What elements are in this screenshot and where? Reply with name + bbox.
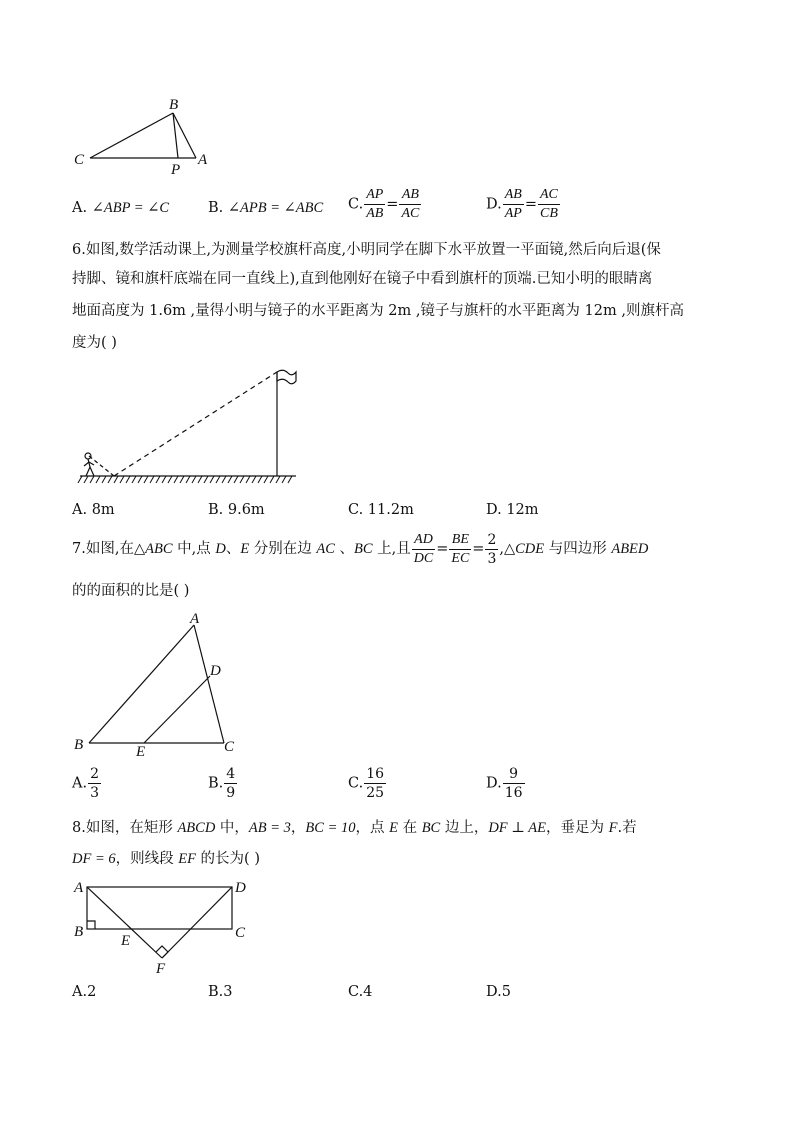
label-A: A bbox=[74, 880, 84, 896]
label-P: P bbox=[171, 162, 181, 178]
q6-option-d: D. 12m bbox=[486, 502, 539, 518]
label-B: B bbox=[169, 97, 179, 113]
label-B: B bbox=[74, 737, 84, 753]
q6-option-a: A. 8m bbox=[72, 502, 115, 518]
q6-option-b: B. 9.6m bbox=[208, 502, 265, 518]
label-F: F bbox=[156, 961, 166, 977]
q7-option-c: C. $\frac{16}{25}$ bbox=[348, 766, 385, 801]
label-D: D bbox=[210, 663, 221, 679]
q8-text-line2: DF = 6，则线段 EF 的长为( ) bbox=[72, 851, 260, 867]
q8-option-d: D.5 bbox=[486, 984, 511, 1000]
q7-text-line2: 的的面积的比是( ) bbox=[72, 583, 190, 599]
q5-option-b-expr: ∠APB = ∠ABC bbox=[227, 200, 324, 216]
q7-option-b: B. $\frac{4}{9}$ bbox=[208, 766, 236, 801]
q6-text-line1: 6.如图,数学活动课上,为测量学校旗杆高度,小明同学在脚下水平放置一平面镜,然后向后退(保 bbox=[72, 242, 661, 258]
label-C: C bbox=[224, 739, 235, 755]
q5-option-a: A. ∠ABP = ∠C bbox=[72, 200, 170, 216]
label-C: C bbox=[74, 152, 85, 168]
q6-option-c: C. 11.2m bbox=[348, 502, 414, 518]
q8-option-b: B.3 bbox=[208, 984, 233, 1000]
label-C: C bbox=[235, 925, 246, 941]
q5-option-b: B. ∠APB = ∠ABC bbox=[208, 200, 324, 216]
label-D: D bbox=[235, 880, 246, 896]
q8-text-line1: 8.如图，在矩形 ABCD 中，AB = 3，BC = 10，点 E 在 BC 边上，DF ⊥ AE，垂足为 F.若 bbox=[72, 820, 637, 836]
q7-text-line1: 7.如图,在△ABC 中,点 D、E 分别在边 AC 、BC 上,且 $\frac{AD}{DC}$ = $\frac{BE}{EC}$ = $\frac{2}{3}$ ,△CDE 与四边形 ABED bbox=[72, 531, 649, 567]
q8-option-c: C.4 bbox=[348, 984, 373, 1000]
q5-option-c: C. $\frac{AP}{AB}$ = $\frac{AB}{AC}$ bbox=[348, 187, 420, 221]
q5-option-d: D. $\frac{AB}{AP}$ = $\frac{AC}{CB}$ bbox=[486, 187, 558, 221]
label-E: E bbox=[121, 933, 131, 949]
q5-option-a-expr: ∠ABP = ∠C bbox=[91, 200, 170, 216]
q6-text-line2: 持脚、镜和旗杆底端在同一直线上),直到他刚好在镜子中看到旗杆的顶端.已知小明的眼睛离 bbox=[72, 271, 653, 287]
label-A: A bbox=[190, 611, 200, 627]
label-E: E bbox=[136, 744, 146, 760]
q6-text-line3: 地面高度为 1.6m ,量得小明与镜子的水平距离为 2m ,镜子与旗杆的水平距离为 12m ,则旗杆高 bbox=[72, 303, 684, 319]
q7-option-a: A. $\frac{2}{3}$ bbox=[72, 766, 100, 801]
label-B: B bbox=[74, 924, 84, 940]
q8-option-a: A.2 bbox=[72, 984, 97, 1000]
q7-option-d: D. $\frac{9}{16}$ bbox=[486, 766, 523, 801]
label-A: A bbox=[198, 152, 208, 168]
q6-text-line4: 度为( ) bbox=[72, 335, 117, 351]
